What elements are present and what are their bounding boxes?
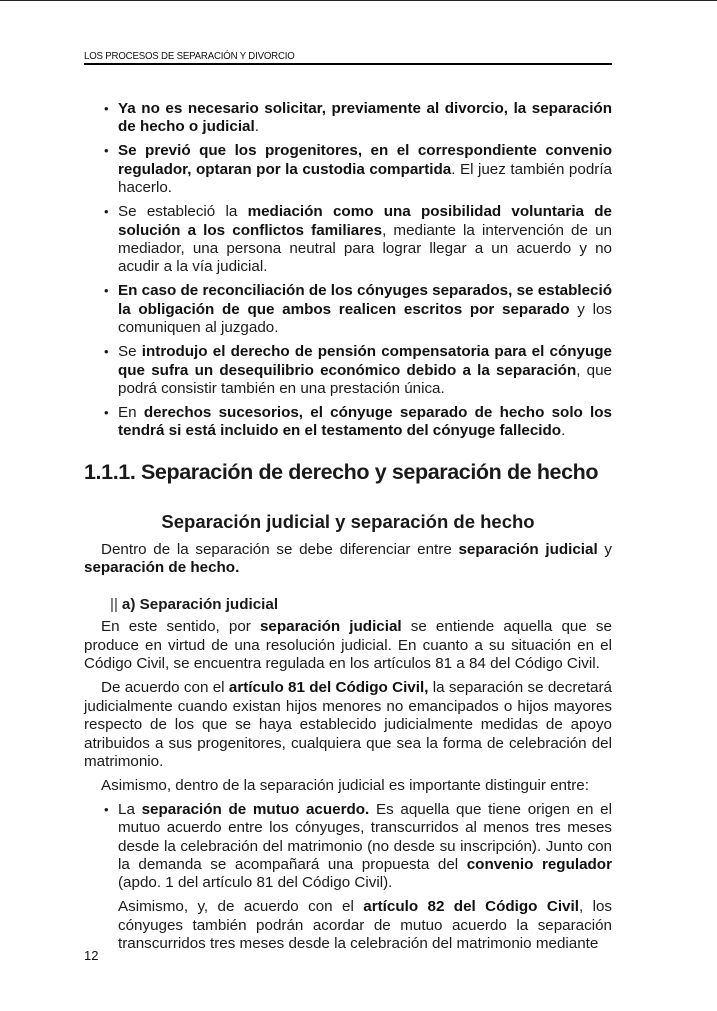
bullet-item [84, 142, 612, 197]
text-run: En [118, 404, 144, 422]
bullet-dot-icon: • [104, 204, 109, 220]
text-run: En este sentido, por [101, 618, 260, 636]
separation-bullet-list [84, 801, 612, 893]
running-header: LOS PROCESOS DE SEPARACIÓN Y DIVORCIO [84, 50, 295, 62]
text-run: (apdo. 1 del artículo 81 del Código Civil). [118, 874, 393, 892]
bullet-dot-icon: • [104, 801, 109, 817]
bullet-item [84, 282, 612, 337]
text-run: . El juez también podría hacerlo. [118, 160, 612, 197]
section-title: 1.1.1. Separación de derecho y separación de hecho [84, 459, 599, 484]
heading-marker-icon: || [110, 595, 118, 613]
continuation-paragraph [84, 898, 612, 953]
paragraph-2 [84, 679, 612, 771]
paragraph-1 [84, 618, 612, 673]
text-run: Asimismo, dentro de la separación judicial es importante distinguir entre: [101, 777, 589, 795]
text-run: . [254, 118, 259, 136]
text-run: Dentro de la separación se debe diferenciar entre [101, 540, 459, 558]
text-run: . [561, 422, 566, 440]
text-run: , que podrá consistir también en una prestación única. [118, 361, 612, 398]
text-run: se entiende aquella que se produce en virtud de una resolución judicial. En cuanto a su situación en el Código Civil, se encuentra regulada en los artículos 81 a 84 del Código Civil. [84, 618, 612, 672]
bold-text: Ya no es necesario solicitar, previamente al divorcio, la separación de hecho o judicial [118, 100, 612, 136]
subsection-title: Separación judicial y separación de hecho [161, 510, 535, 532]
text-run: Asimismo, y, de acuerdo con el [118, 898, 364, 916]
page-content [84, 100, 612, 954]
bullet-item [84, 100, 612, 137]
bold-text: convenio regulador [466, 855, 612, 873]
bold-text: En caso de reconciliación de los cónyuges separados, se estableció la obligación de que ambos realicen escritos por separado [118, 282, 612, 318]
bullet-item [84, 203, 612, 277]
text-run: De acuerdo con el [101, 679, 229, 697]
text-run: Se [118, 343, 142, 361]
bullet-dot-icon: • [104, 405, 109, 421]
bold-text: separación judicial [259, 618, 402, 636]
top-bullet-list [84, 100, 612, 441]
text-run: , mediante la intervención de un mediador, una persona neutral para lograr llegar a un acuerdo y no acudir a la vía judicial. [118, 221, 612, 276]
bullet-dot-icon: • [104, 344, 109, 360]
bold-text: artículo 81 del Código Civil, [228, 679, 429, 697]
text-run: La [118, 800, 142, 818]
text-run: Es aquella que tiene origen en el mutuo acuerdo entre los cónyuges, transcurridos al menos tres meses desde la celebración del matrimonio (no desde su inscripción). Junto con la demanda se acompañará una propuesta del [118, 800, 612, 873]
paragraph-3 [84, 777, 612, 795]
text-run: y los comuniquen al juzgado. [118, 300, 612, 337]
bold-text: separación de hecho. [84, 559, 240, 577]
bold-text: artículo 82 del Código Civil [363, 898, 579, 916]
text-run: , los cónyuges también podrán acordar de mutuo acuerdo la separación transcurridos tres meses desde la celebración del matrimonio mediante [118, 898, 612, 953]
bullet-dot-icon: • [104, 143, 109, 159]
bold-text: separación de mutuo acuerdo. [141, 800, 370, 818]
bullet-dot-icon: • [104, 283, 109, 299]
text-run: y [597, 540, 612, 558]
text-run: Se estableció la [118, 203, 248, 221]
bullet-item [84, 801, 612, 893]
page-number: 12 [84, 948, 99, 963]
bullet-item [84, 343, 612, 398]
header-rule [84, 63, 612, 65]
text-run: la separación se decretará judicialmente cuando existan hijos menores no emancipados o hijos mayores respecto de los que se haya establecido judicialmente medidas de apoyo atribuidos a sus progenitores, cualquiera que sea la forma de celebración del matrimonio. [84, 679, 612, 770]
bold-text: Se previó que los progenitores, en el correspondiente convenio regulador, optaran por la custodia compartida [118, 142, 612, 178]
bold-text: separación judicial [458, 540, 598, 558]
sub-heading-text: a) Separación judicial [121, 595, 279, 613]
bold-text: derechos sucesorios, el cónyuge separado de hecho solo los tendrá si está incluido en el testamento del cónyuge fallecido [118, 404, 613, 440]
bullet-dot-icon: • [104, 101, 109, 116]
page-top-border [0, 0, 717, 1]
bold-text: introdujo el derecho de pensión compensatoria para el cónyuge que sufra un desequilibrio económico debido a la separación [118, 343, 612, 379]
sub-heading [110, 596, 612, 614]
bullet-item [84, 404, 612, 441]
bold-text: mediación como una posibilidad voluntaria de solución a los conflictos familiares [118, 203, 612, 239]
intro-paragraph [84, 541, 612, 578]
